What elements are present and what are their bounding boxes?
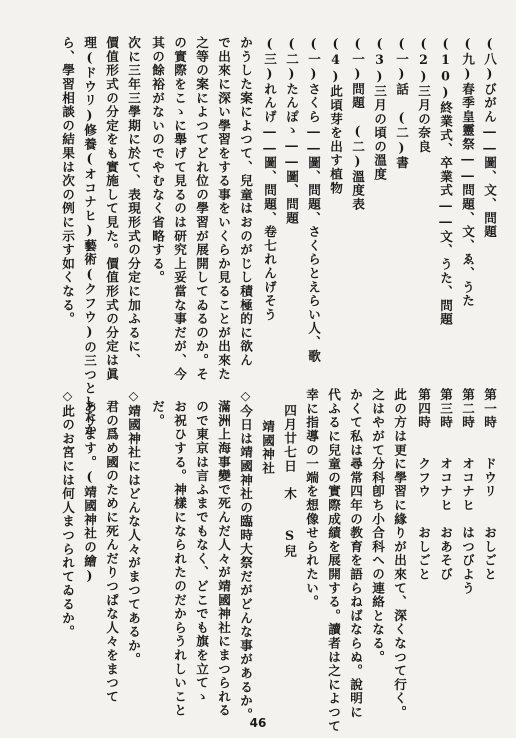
schedule-row (435, 388, 456, 581)
paragraph-line: ら、學習相談の結果は次の例に示す如くなる。 (60, 36, 75, 326)
answer-line: お祝ひする。神樣になられたのだからうれしいこと (172, 400, 187, 718)
schedule-period: 第二時 (460, 388, 475, 430)
schedule-reading: オコナヒ (460, 457, 475, 513)
paragraph-line: かくて私は尋常四年の教育を語らねばならぬ。說明に (348, 388, 363, 720)
paragraph-line: 之はやがて分科卽ち小合科への連絡となる。 (370, 388, 385, 664)
text-line: (一)問題 (二)溫度表 (350, 36, 365, 212)
section-heading: (4)此頃芽を出す植物 (328, 36, 343, 195)
text-line: (10)終業式、卒業式――文、うた、問題 (438, 36, 453, 327)
diary-date: 四月廿七日 木 S兒 (282, 404, 297, 559)
schedule-row (457, 388, 478, 595)
paragraph-line: かうした案によつて、兒童はおのがじし積極的に欲ん (238, 36, 253, 368)
schedule-period: 第三時 (438, 388, 453, 430)
schedule-topic: おしごと (482, 526, 497, 582)
paragraph-line: 理(ドウリ)修養(オコナヒ)藝術(クフウ)の三つとしたか (82, 36, 97, 437)
schedule-row (479, 388, 500, 581)
page-number: 46 (249, 716, 267, 730)
schedule-reading: ドウリ (482, 457, 497, 499)
paragraph-line: で出來に深い學習をする事をいくらか見ることが出來た (216, 36, 231, 381)
schedule-reading: クフウ (416, 457, 431, 499)
section-heading: (3)三月の頃の溫度 (372, 36, 387, 182)
paragraph-line: 價值形式の分定をも實施して見た。價值形式の分定は眞 (104, 36, 119, 381)
text-line: (二)たんぽゝ――圖、問題 (284, 36, 299, 225)
paragraph-line: 代ふるに兒童の實際成績を展開する。讀者は之によつて (326, 388, 341, 733)
answer-line: 滿洲上海事變で死んだ人々が靖國神社にまつられる (216, 400, 231, 718)
schedule-period: 第一時 (482, 388, 497, 430)
schedule-period: 第四時 (416, 388, 431, 430)
answer-line: ので東京は言ふまでもなく、どこでも旗を立てゝ (194, 400, 209, 704)
paragraph-line: 此の方は更に學習に緣りが出來て、深くなつて行く。 (392, 388, 407, 720)
schedule-row (413, 388, 434, 581)
paragraph-line: 次に三年三學期に於て、表現形式の分定に加ふるに、 (126, 36, 141, 368)
text-line: (八)びがん――圖、文、問題 (482, 36, 497, 239)
schedule-reading: オコナヒ (438, 457, 453, 513)
diary-title: 靖國神社 (260, 420, 275, 476)
schedule-topic: おしごと (416, 526, 431, 582)
paragraph-line: 之等の案によつてどれ位の學習が展開してゐるのか。そ (194, 36, 209, 381)
question-line: ◇此のお宮には何人まつられてゐるか。 (60, 388, 75, 639)
answer-line: 君の爲め國のために死んだりつぱな人々をまつて (104, 400, 119, 704)
paragraph-line: の實際をこゝに舉げて見るのは研究上妥當な事だが、今 (172, 36, 187, 381)
schedule-topic: おあそび (438, 526, 453, 582)
text-line: (三)れんげ――圖、問題、卷七れんげそう (262, 36, 277, 322)
paragraph-line: 其の餘裕がないのでやむなく省略する。 (150, 36, 165, 285)
text-line: (一)さくら――圖、問題、さくらとえらい人、歌 (306, 36, 321, 363)
answer-line: だ。 (150, 400, 165, 428)
text-line: (一)話 (二)書 (394, 36, 409, 170)
question-line: ◇靖國神社にはどんな人々がまつてあるか。 (126, 388, 141, 667)
paragraph-line: 幸に指導の一端を想像せられたい。 (304, 388, 319, 609)
schedule-topic: はつびよう (460, 526, 475, 596)
section-heading: (2)三月の奈良 (416, 36, 431, 154)
question-line: ◇今日は靖國神社の臨時大祭だがどんな事があるか。 (238, 388, 253, 722)
answer-line: あります。(靖國神社の繪) (82, 400, 97, 585)
text-line: (九)春季皇靈祭――問題、文、ゑ、うた (460, 36, 475, 308)
